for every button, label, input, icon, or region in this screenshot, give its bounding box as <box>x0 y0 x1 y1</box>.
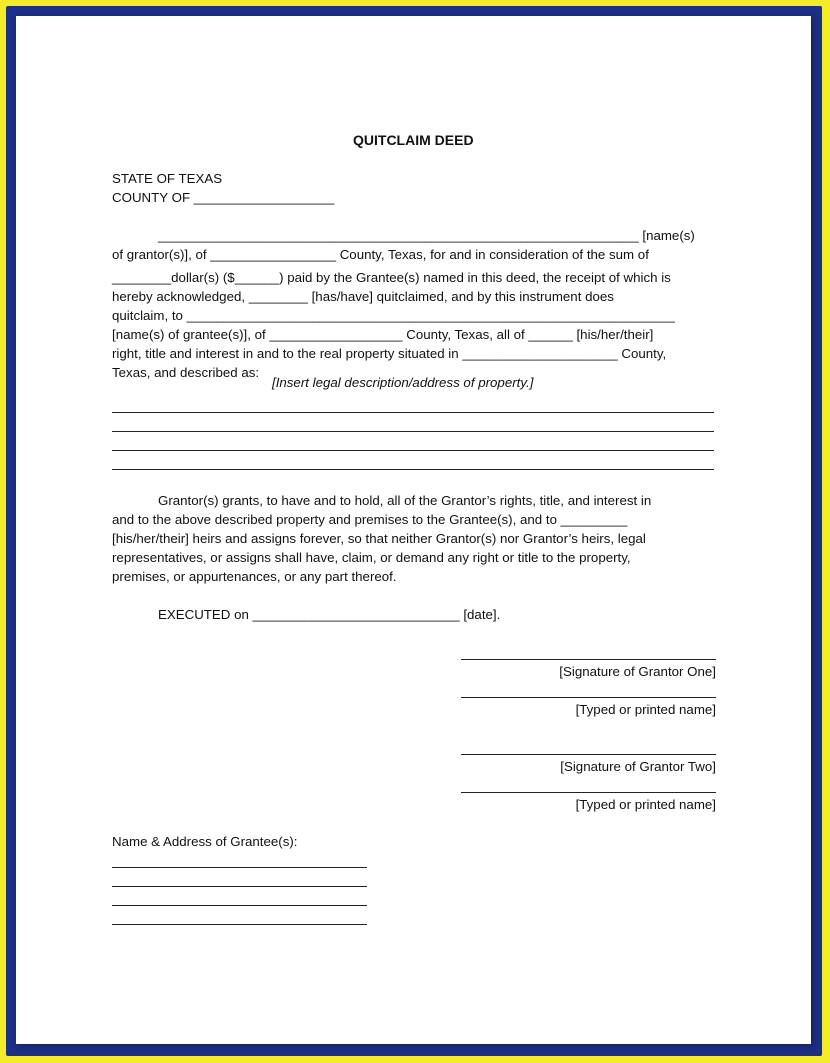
paragraph1-line2: of grantor(s)], of _________________ County, Texas, for and in consideration of the sum of <box>112 247 649 262</box>
document-page <box>16 16 811 1044</box>
signature-grantor-two-label: [Signature of Grantor Two] <box>560 759 716 774</box>
description-line <box>112 450 714 451</box>
paragraph1-line1: _________________________________________________________________ [name(s) <box>158 228 695 243</box>
paragraph2-line5: premises, or appurtenances, or any part thereof. <box>112 569 397 584</box>
description-line <box>112 431 714 432</box>
paragraph2-line1: Grantor(s) grants, to have and to hold, all of the Grantor’s rights, title, and interest in <box>158 493 652 508</box>
description-line <box>112 469 714 470</box>
grantee-address-line <box>112 867 367 868</box>
paragraph1-line7: right, title and interest in and to the real property situated in _____________________ County, <box>112 346 667 361</box>
document-title: QUITCLAIM DEED <box>353 132 474 148</box>
legal-description-placeholder: [Insert legal description/address of property.] <box>272 375 534 390</box>
grantee-address-line <box>112 924 367 925</box>
paragraph1-line3: ________dollar(s) ($______) paid by the Grantee(s) named in this deed, the receipt of which is <box>112 270 671 285</box>
paragraph1-line5: quitclaim, to __________________________________________________________________ <box>112 308 675 323</box>
paragraph2-line3: [his/her/their] heirs and assigns forever, so that neither Grantor(s) nor Grantor’s heirs, legal <box>112 531 646 546</box>
paragraph2-line4: representatives, or assigns shall have, claim, or demand any right or title to the property, <box>112 550 631 565</box>
printed-name-one-label: [Typed or printed name] <box>575 702 716 717</box>
signature-line <box>461 754 716 755</box>
signature-grantor-one-label: [Signature of Grantor One] <box>559 664 716 679</box>
paragraph1-line8: Texas, and described as: <box>112 365 260 380</box>
printed-name-line <box>461 792 716 793</box>
paragraph2-line2: and to the above described property and premises to the Grantee(s), and to _________ <box>112 512 628 527</box>
grantee-address-line <box>112 905 367 906</box>
signature-line <box>461 659 716 660</box>
state-line: STATE OF TEXAS <box>112 171 223 186</box>
executed-line: EXECUTED on ____________________________ [date]. <box>158 607 501 622</box>
county-line: COUNTY OF ___________________ <box>112 190 335 205</box>
description-line <box>112 412 714 413</box>
printed-name-line <box>461 697 716 698</box>
grantee-address-line <box>112 886 367 887</box>
grantee-address-label: Name & Address of Grantee(s): <box>112 834 298 849</box>
paragraph1-line4: hereby acknowledged, ________ [has/have] quitclaimed, and by this instrument does <box>112 289 614 304</box>
printed-name-two-label: [Typed or printed name] <box>575 797 716 812</box>
paragraph1-line6: [name(s) of grantee(s)], of __________________ County, Texas, all of ______ [his/her/their] <box>112 327 654 342</box>
